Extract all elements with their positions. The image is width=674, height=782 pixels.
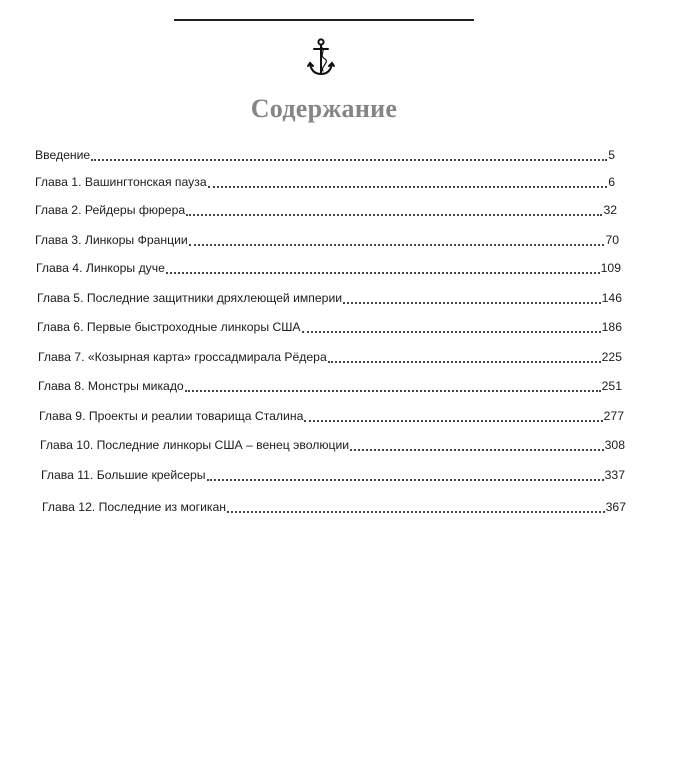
toc-entry-label: Глава 12. Последние из могикан bbox=[42, 500, 227, 514]
toc-entry-page: 277 bbox=[603, 409, 624, 423]
dot-leader bbox=[91, 154, 607, 161]
toc-entry-label: Глава 2. Рейдеры фюрера bbox=[35, 203, 186, 217]
toc-entry-page: 6 bbox=[608, 175, 615, 189]
toc-entry bbox=[36, 257, 621, 275]
toc-entry-label: Глава 9. Проекты и реалии товарища Сталина bbox=[39, 409, 304, 423]
toc-entry bbox=[38, 375, 622, 393]
dot-leader bbox=[207, 474, 604, 481]
toc-entry bbox=[35, 229, 619, 247]
toc-entry-label: Глава 6. Первые быстроходные линкоры США bbox=[37, 320, 301, 334]
toc-entry-page: 251 bbox=[601, 379, 622, 393]
dot-leader bbox=[343, 297, 601, 304]
toc-entry-page: 109 bbox=[600, 261, 621, 275]
anchor-icon bbox=[306, 38, 336, 78]
toc-entry-page: 308 bbox=[604, 438, 625, 452]
toc-entry bbox=[35, 144, 615, 162]
dot-leader bbox=[302, 326, 601, 333]
dot-leader bbox=[350, 444, 604, 451]
dot-leader bbox=[227, 506, 605, 513]
toc-entry-label: Глава 10. Последние линкоры США – венец эволюции bbox=[40, 438, 350, 452]
dot-leader bbox=[186, 209, 602, 216]
toc-entry bbox=[37, 287, 622, 305]
toc-entry-page: 70 bbox=[605, 233, 619, 247]
toc-entry bbox=[35, 199, 617, 217]
toc-entry-label: Глава 1. Вашингтонская пауза bbox=[35, 175, 207, 189]
dot-leader bbox=[328, 356, 601, 363]
toc-entry-label: Глава 7. «Козырная карта» гроссадмирала Рёдера bbox=[38, 350, 327, 364]
dot-leader bbox=[304, 415, 602, 422]
toc-entry-label: Глава 5. Последние защитники дряхлеющей империи bbox=[37, 291, 343, 305]
page-title: Содержание bbox=[250, 94, 398, 123]
toc-entry bbox=[40, 434, 625, 452]
toc-entry-page: 5 bbox=[608, 148, 615, 162]
toc-entry-page: 337 bbox=[604, 468, 625, 482]
toc-entry-label: Глава 11. Большие крейсеры bbox=[41, 468, 206, 482]
toc-entry bbox=[42, 496, 626, 514]
toc-entry-page: 367 bbox=[605, 500, 626, 514]
toc-entry bbox=[38, 346, 622, 364]
toc-entry-label: Глава 8. Монстры микадо bbox=[38, 379, 184, 393]
toc-entry bbox=[37, 316, 622, 334]
toc-entry-label: Глава 3. Линкоры Франции bbox=[35, 233, 188, 247]
dot-leader bbox=[185, 385, 601, 392]
toc-entry-page: 32 bbox=[603, 203, 617, 217]
top-rule bbox=[174, 19, 474, 21]
toc-entry-page: 186 bbox=[601, 320, 622, 334]
toc-entry-page: 225 bbox=[601, 350, 622, 364]
toc-entry bbox=[39, 405, 624, 423]
dot-leader bbox=[189, 239, 605, 246]
dot-leader bbox=[208, 181, 608, 188]
toc-entry-page: 146 bbox=[601, 291, 622, 305]
toc-entry-label: Глава 4. Линкоры дуче bbox=[36, 261, 165, 275]
toc-entry-label: Введение bbox=[35, 148, 91, 162]
toc-entry bbox=[41, 464, 625, 482]
dot-leader bbox=[166, 267, 600, 274]
toc-entry bbox=[35, 171, 615, 189]
